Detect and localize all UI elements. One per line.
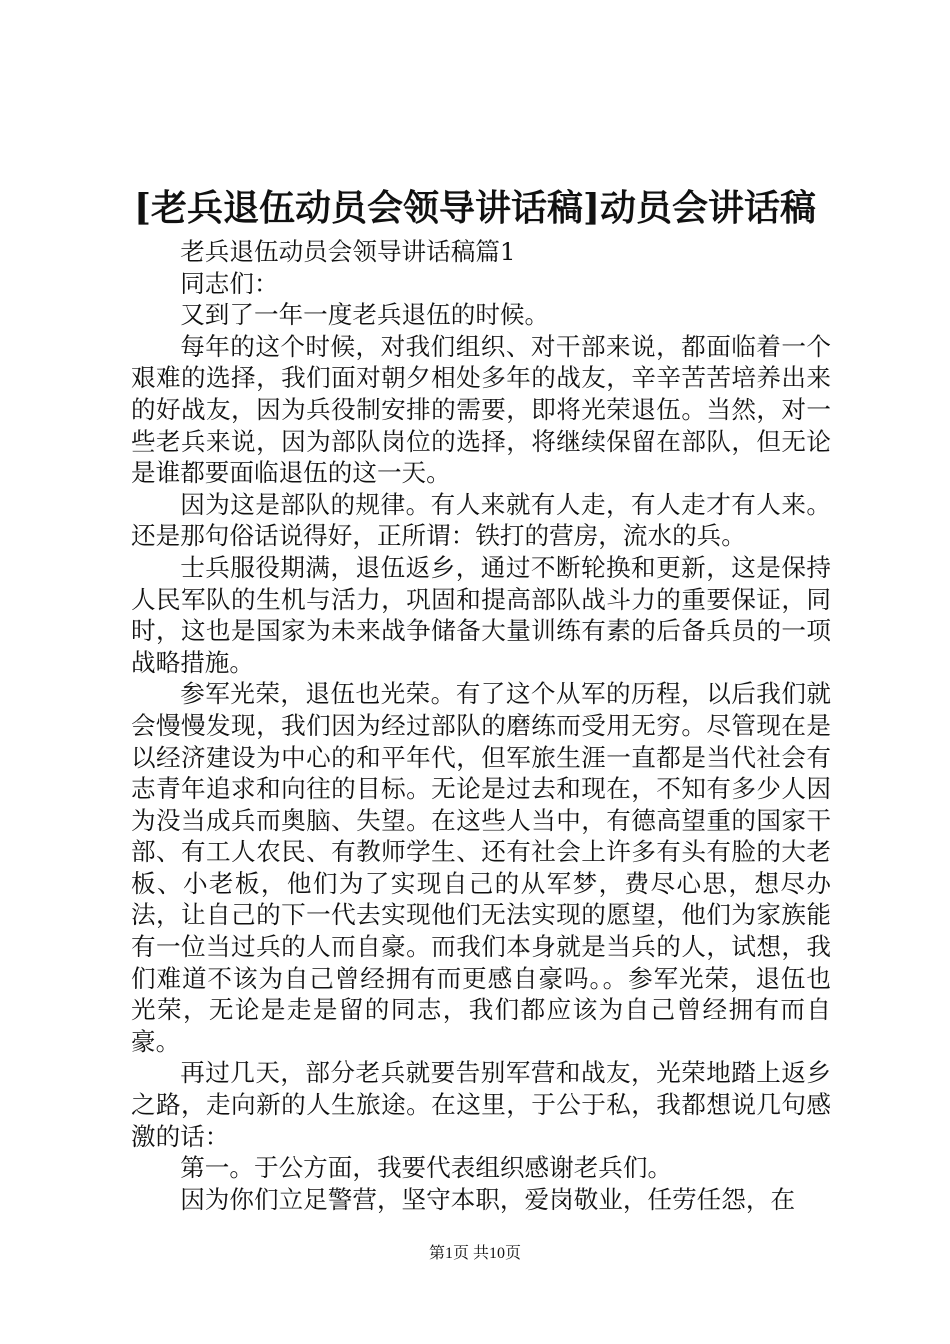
paragraph: 每年的这个时候，对我们组织、对干部来说，都面临着一个艰难的选择，我们面对朝夕相处多年的战友，辛辛苦苦培养出来的好战友，因为兵役制安排的需要，即将光荣退伍。当然，对一些老兵来说，因为部队岗位的选择，将继续保留在部队，但无论是谁都要面临退伍的这一天。: [131, 331, 831, 488]
paragraph: 再过几天，部分老兵就要告别军营和战友，光荣地踏上返乡之路，走向新的人生旅途。在这里，于公于私，我都想说几句感激的话：: [131, 1058, 831, 1151]
document-body: [131, 236, 831, 1215]
section-heading: 老兵退伍动员会领导讲话稿篇1: [180, 237, 516, 266]
paragraph: 第一。于公方面，我要代表组织感谢老兵们。: [180, 1153, 673, 1183]
paragraph: 因为你们立足警营，坚守本职，爱岗敬业，任劳任怨，在: [180, 1184, 796, 1214]
paragraph: 因为这是部队的规律。有人来就有人走，有人走才有人来。还是那句俗话说得好，正所谓：铁打的营房，流水的兵。: [131, 489, 831, 551]
document-title: [老兵退伍动员会领导讲话稿]动员会讲话稿: [133, 187, 817, 229]
paragraph: 又到了一年一度老兵退伍的时候。: [180, 300, 550, 330]
paragraph: 士兵服役期满，退伍返乡，通过不断轮换和更新，这是保持人民军队的生机与活力，巩固和提高部队战斗力的重要保证，同时，这也是国家为未来战争储备大量训练有素的后备兵员的一项战略措施。: [131, 552, 831, 677]
salutation: 同志们：: [180, 268, 279, 298]
page-footer: 第1页 共10页: [428, 1245, 521, 1262]
paragraph: 参军光荣，退伍也光荣。有了这个从军的历程，以后我们就会慢慢发现，我们因为经过部队的磨练而受用无穷。尽管现在是以经济建设为中心的和平年代，但军旅生涯一直都是当代社会有志青年追求和向往的目标。无论是过去和现在，不知有多少人因为没当成兵而奥脑、失望。在这些人当中，有德高望重的国家干部、有工人农民、有教师学生、还有社会上许多有头有脸的大老板、小老板，他们为了实现自己的从军梦，费尽心思，想尽办法，让自己的下一代去实现他们无法实现的愿望，他们为家族能有一位当过兵的人而自豪。而我们本身就是当兵的人，试想，我们难道不该为自己曾经拥有而更感自豪吗。。参军光荣，退伍也光荣，无论是走是留的同志，我们都应该为自己曾经拥有而自豪。: [131, 679, 831, 1056]
